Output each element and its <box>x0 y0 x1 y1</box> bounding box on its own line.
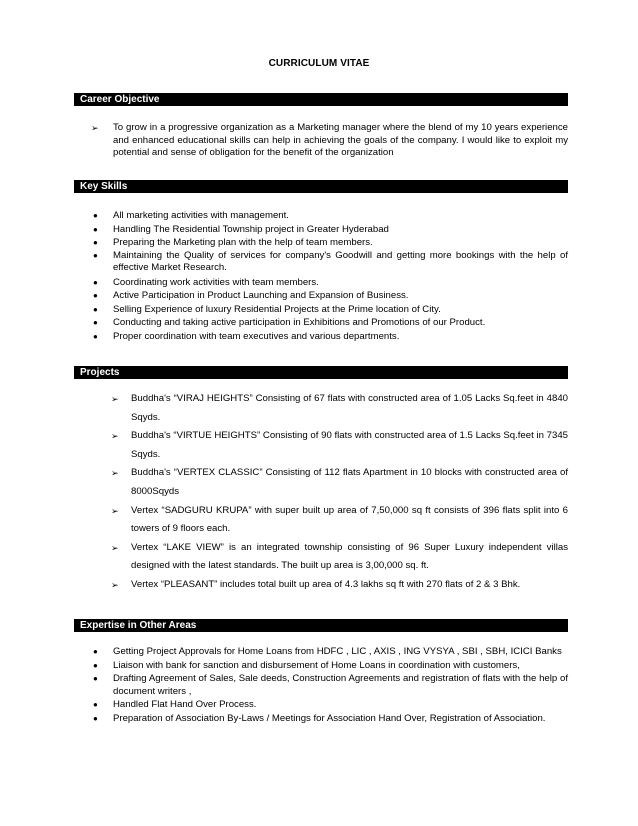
list-item <box>93 303 568 317</box>
list-item <box>93 699 568 712</box>
list-item <box>111 502 568 539</box>
list-item-text: Drafting Agreement of Sales, Sale deeds, Construction Agreements and registration of flats with the help of document writers , <box>113 673 568 697</box>
bullet-icon: ● <box>93 211 98 220</box>
list-item-text: Buddha's “VIRAJ HEIGHTS” Consisting of 67 flats with constructed area of 1.05 Lacks Sq.feet in 4840 Sqyds. <box>131 393 568 423</box>
list-item <box>111 390 568 427</box>
bullet-icon: ● <box>93 291 98 300</box>
list-item <box>111 464 568 501</box>
arrow-bullet-icon: ➢ <box>111 542 119 553</box>
list-item-text: Handled Flat Hand Over Process. <box>113 699 257 710</box>
list-item-text: Vertex “PLEASANT” includes total built up area of 4.3 lakhs sq ft with 270 flats of 2 & 3 Bhk. <box>131 578 521 590</box>
bullet-icon: ● <box>93 713 98 723</box>
list-item-text: Liaison with bank for sanction and disbursement of Home Loans in coordination with customers, <box>113 659 520 671</box>
list-item <box>111 539 568 576</box>
list-item-text: All marketing activities with management. <box>113 210 289 221</box>
bullet-icon: ● <box>93 318 98 327</box>
page-title: CURRICULUM VITAE <box>268 58 370 69</box>
list-item-text: Preparation of Association By-Laws / Meetings for Association Hand Over, Registration of Association. <box>113 712 546 724</box>
list-item <box>111 576 568 595</box>
bullet-icon: ● <box>93 331 98 341</box>
bullet-icon: ● <box>93 660 98 670</box>
bullet-icon: ● <box>93 224 98 234</box>
list-item <box>93 646 568 659</box>
list-item-text: Handling The Residential Township project in Greater Hyderabad <box>113 223 389 235</box>
list-item-text: To grow in a progressive organization as a Marketing manager where the blend of my 10 years experience and enhanced educational skills can help in achieving the goals of the company. I would like to exploit my potential and sense of obligation for the benefit of the organization <box>113 122 568 158</box>
list-item <box>91 122 568 160</box>
list-item-text: Conducting and taking active participation in Exhibitions and Promotions of our Product. <box>113 317 486 328</box>
expertise-list <box>93 646 568 726</box>
list-item <box>93 276 568 290</box>
section-heading-projects: Projects <box>74 366 568 379</box>
list-item-text: Active Participation in Product Launching and Expansion of Business. <box>113 290 409 301</box>
arrow-bullet-icon: ➢ <box>91 123 99 133</box>
list-item <box>93 249 568 275</box>
projects-list <box>111 390 568 595</box>
key-skills-list <box>93 209 568 343</box>
arrow-bullet-icon: ➢ <box>111 394 119 404</box>
list-item <box>93 330 568 344</box>
bullet-icon: ● <box>93 250 98 260</box>
section-heading-expertise: Expertise in Other Areas <box>74 619 568 632</box>
list-item-text: Selling Experience of luxury Residential Projects at the Prime location of City. <box>113 303 441 315</box>
list-item-text: Vertex “SADGURU KRUPA” with super built up area of 7,50,000 sq ft consists of 396 flats split into 6 towers of 9 floors each. <box>131 504 568 535</box>
list-item-text: Maintaining the Quality of services for company's Goodwill and getting more bookings with the help of effective Market Research. <box>113 249 568 273</box>
list-item <box>93 236 568 250</box>
bullet-icon: ● <box>93 674 98 683</box>
arrow-bullet-icon: ➢ <box>111 505 119 516</box>
list-item <box>93 316 568 330</box>
list-item <box>93 659 568 673</box>
list-item <box>93 712 568 726</box>
section-heading-key-skills: Key Skills <box>74 180 568 193</box>
bullet-icon: ● <box>93 700 98 709</box>
arrow-bullet-icon: ➢ <box>111 431 119 442</box>
list-item <box>93 673 568 698</box>
list-item-text: Preparing the Marketing plan with the help of team members. <box>113 237 373 248</box>
bullet-icon: ● <box>93 238 98 247</box>
list-item-text: Getting Project Approvals for Home Loans from HDFC , LIC , AXIS , ING VYSYA , SBI , SBH, ICICI Banks <box>113 646 562 657</box>
arrow-bullet-icon: ➢ <box>111 468 119 479</box>
bullet-icon: ● <box>93 277 98 287</box>
list-item-text: Proper coordination with team executives and various departments. <box>113 330 400 342</box>
list-item <box>93 209 568 223</box>
section-heading-career-objective: Career Objective <box>74 93 568 106</box>
list-item-text: Vertex “LAKE VIEW” is an integrated township consisting of 96 Super Luxury independent villas designed with the latest standards. The built up area is 3,00,000 sq. ft. <box>131 541 568 572</box>
list-item <box>93 289 568 303</box>
list-item-text: Coordinating work activities with team members. <box>113 276 319 288</box>
career-objective-list <box>91 122 568 160</box>
arrow-bullet-icon: ➢ <box>111 579 119 590</box>
list-item-text: Buddha's “VERTEX CLASSIC” Consisting of 112 flats Apartment in 10 blocks with constructed area of 8000Sqyds <box>131 467 568 497</box>
list-item-text: Buddha's “VIRTUE HEIGHTS” Consisting of 90 flats with constructed area of 1.5 Lacks Sq.feet in 7345 Sqyds. <box>131 430 568 460</box>
list-item <box>93 223 568 237</box>
bullet-icon: ● <box>93 647 98 656</box>
list-item <box>111 427 568 464</box>
bullet-icon: ● <box>93 304 98 314</box>
